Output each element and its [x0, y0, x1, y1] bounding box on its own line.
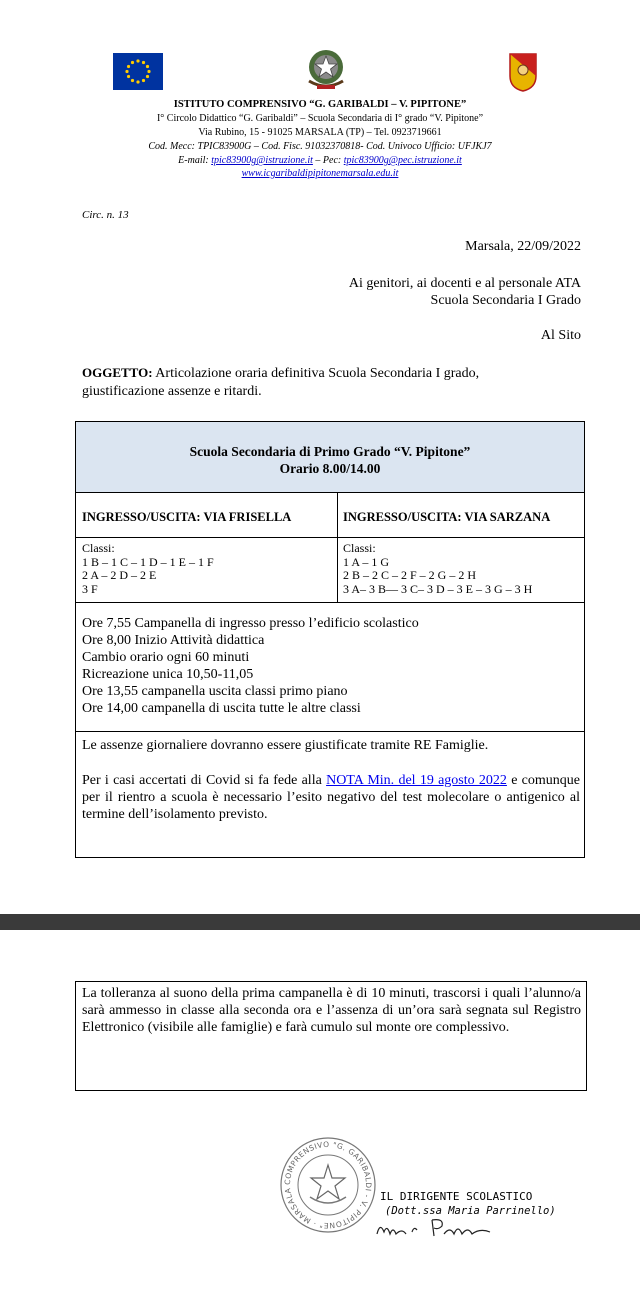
table-header	[76, 422, 584, 493]
schedule-list	[82, 615, 419, 717]
right-classes	[343, 542, 532, 596]
left-column-heading: INGRESSO/USCITA: VIA FRISELLA	[82, 510, 292, 524]
school-stamp	[278, 1135, 378, 1235]
schedule-item: Ore 7,55 Campanella di ingresso presso l’edificio scolastico	[82, 616, 419, 631]
covid-note	[82, 772, 580, 823]
table-title: Scuola Secondaria di Primo Grado “V. Pipitone”	[189, 444, 471, 459]
schedule-item: Ricreazione unica 10,50-11,05	[82, 667, 254, 682]
subject-text: Articolazione oraria definitiva Scuola Secondaria I grado, giustificazione assenze e ritardi.	[82, 366, 480, 399]
schedule-item: Ore 13,55 campanella uscita classi primo piano	[82, 684, 348, 699]
subject	[82, 364, 552, 401]
class-list-item: 1 B – 1 C – 1 D – 1 E – 1 F	[82, 554, 214, 569]
institute-line-1: I° Circolo Didattico “G. Garibaldi” – Scuola Secondaria di I° grado “V. Pipitone”	[156, 113, 484, 124]
handwritten-signature	[372, 1212, 512, 1242]
schedule-item: Ore 14,00 campanella di uscita tutte le altre classi	[82, 701, 361, 716]
schedule-item: Ore 8,00 Inizio Attività didattica	[82, 633, 265, 648]
stamp-ring-text: COMPRENSIVO "G. GARIBALDI - V. PIPITONE" · MARSALA	[282, 1139, 374, 1231]
institute-contacts	[0, 154, 640, 167]
website-link[interactable]: www.icgaribaldipipitonemarsala.edu.it	[241, 168, 399, 179]
table-divider	[76, 537, 584, 538]
schedule-item: Cambio orario ogni 60 minuti	[82, 650, 250, 665]
subject-label: OGGETTO:	[82, 365, 153, 380]
email-link[interactable]: tpic83900g@istruzione.it	[211, 155, 313, 166]
page-separator	[0, 914, 640, 930]
class-list-item: 2 B – 2 C – 2 F – 2 G – 2 H	[343, 568, 477, 582]
covid-note-text: Per i casi accertati di Covid si fa fede alla	[82, 773, 327, 788]
institute-codes: Cod. Mecc: TPIC83900G – Cod. Fisc. 91032370818- Cod. Univoco Ufficio: UFJKJ7	[148, 141, 492, 152]
classes-label: Classi:	[82, 541, 115, 555]
classes-label: Classi:	[343, 541, 376, 555]
covid-note-text: e comunque per il rientro a scuola è necessario l’esito negativo del test molecolare o antigenico al termine dell’isolamento previsto.	[82, 773, 580, 822]
pec-label: – Pec:	[312, 155, 344, 166]
pec-link[interactable]: tpic83900g@pec.istruzione.it	[343, 155, 462, 166]
institute-website	[0, 167, 640, 180]
class-list-item: 2 A – 2 D – 2 E	[82, 568, 157, 582]
eu-flag-logo	[113, 53, 163, 90]
recipients-line-3: Al Sito	[540, 328, 581, 343]
left-classes	[82, 542, 214, 596]
right-column-heading: INGRESSO/USCITA: VIA SARZANA	[343, 510, 551, 524]
circular-number: Circ. n. 13	[82, 209, 129, 221]
date-place: Marsala, 22/09/2022	[465, 239, 581, 254]
table-divider	[76, 602, 584, 603]
recipients-line-1: Ai genitori, ai docenti e al personale ATA	[348, 276, 581, 291]
table-divider	[76, 731, 584, 732]
sicily-region-logo	[508, 52, 538, 92]
table-column-divider	[337, 493, 338, 602]
italian-republic-emblem-logo	[301, 45, 351, 93]
class-list-item: 3 A– 3 B— 3 C– 3 D – 3 E – 3 G – 3 H	[343, 581, 533, 596]
nota-ministeriale-link[interactable]: NOTA Min. del 19 agosto 2022	[326, 773, 507, 788]
table-subtitle: Orario 8.00/14.00	[279, 461, 381, 476]
signature-name: (Dott.ssa Maria Parrinello)	[385, 1205, 556, 1217]
class-list-item: 3 F	[82, 581, 98, 596]
class-list-item: 1 A – 1 G	[343, 554, 390, 569]
recipients-line-2: Scuola Secondaria I Grado	[430, 293, 581, 308]
institute-address: Via Rubino, 15 - 91025 MARSALA (TP) – Tel. 0923719661	[198, 127, 442, 138]
tolerance-text: La tolleranza al suono della prima campanella è di 10 minuti, trascorsi i quali l’alunno/a sarà ammesso in classe alla seconda ora e l’assenza di un’ora sarà segnata sul Registro Elettronico (visibile alle famiglie) e farà cumulo sul monte ore complessivo.	[82, 986, 581, 1035]
email-label: E-mail:	[178, 155, 212, 166]
signature-title: IL DIRIGENTE SCOLASTICO	[380, 1190, 533, 1203]
institute-name: ISTITUTO COMPRENSIVO “G. GARIBALDI – V. PIPITONE”	[173, 99, 467, 110]
absences-note: Le assenze giornaliere dovranno essere giustificate tramite RE Famiglie.	[82, 738, 489, 753]
